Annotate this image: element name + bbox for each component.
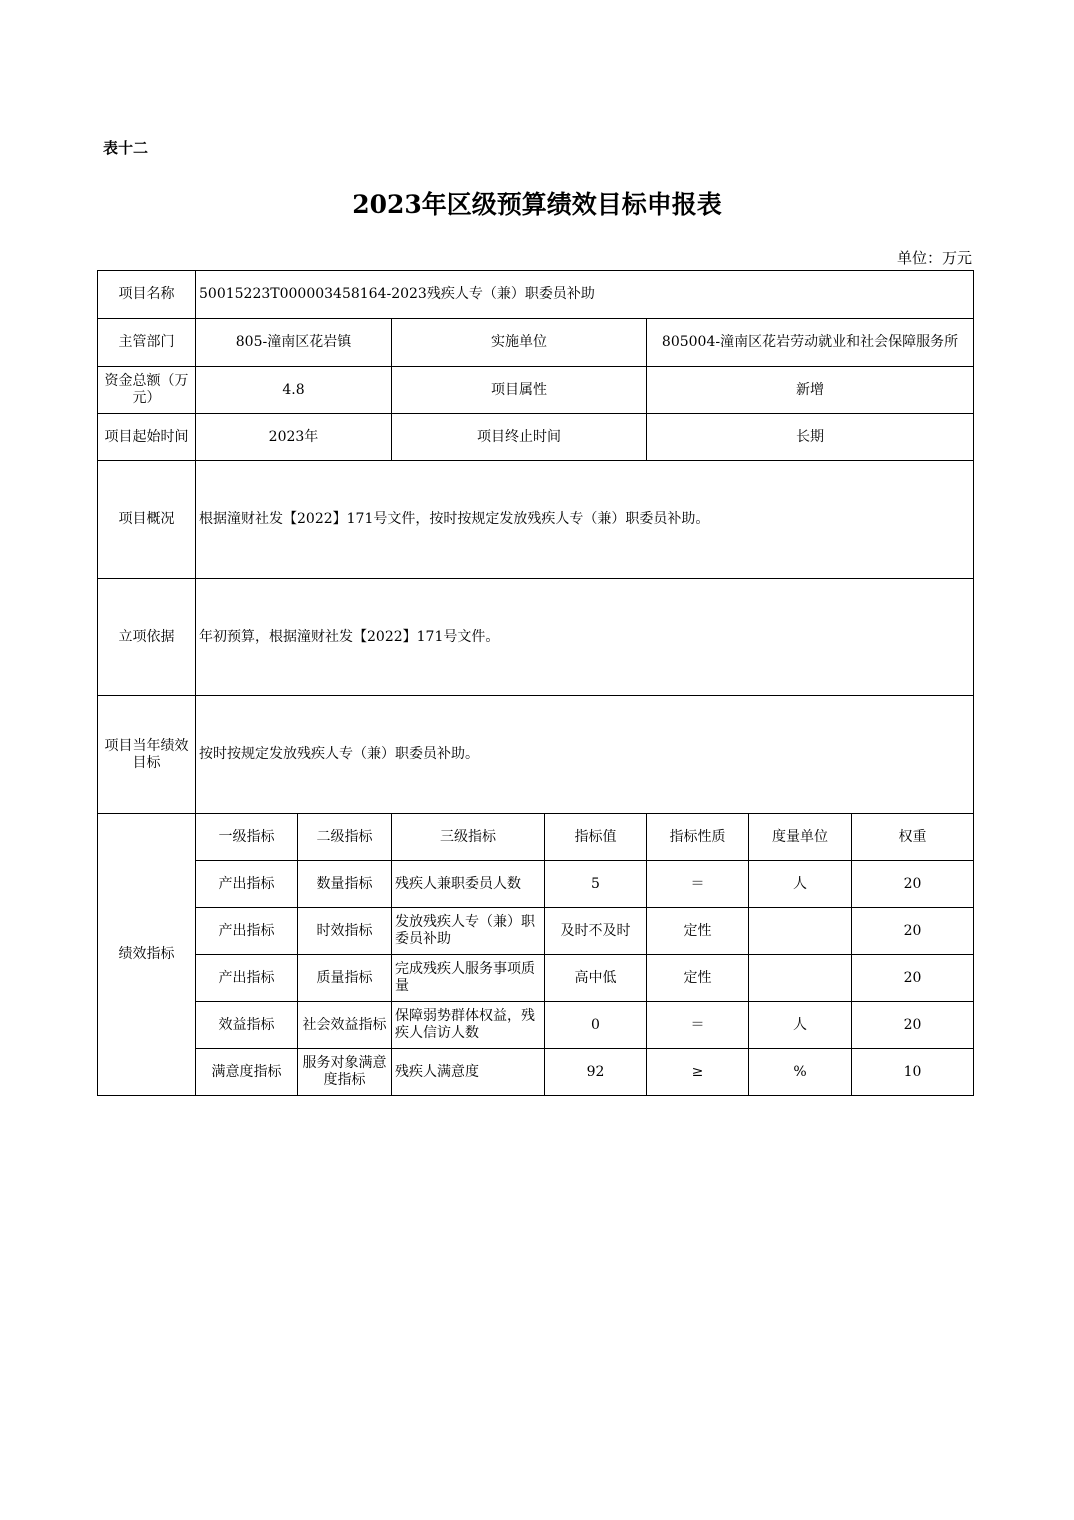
table-row <box>98 955 974 1002</box>
table-label: 表十二 <box>103 139 149 157</box>
annual-goal-label: 项目当年绩效目标 <box>98 696 196 814</box>
implementing-unit-label: 实施单位 <box>392 319 647 367</box>
basis-value: 年初预算，根据潼财社发【2022】171号文件。 <box>196 579 974 696</box>
document-title: 2023年区级预算绩效目标申报表 <box>352 190 722 219</box>
indicator-value: 0 <box>545 1002 647 1049</box>
indicator-unit: % <box>749 1049 852 1096</box>
indicator-value: 5 <box>545 861 647 908</box>
project-attribute-value: 新增 <box>647 367 974 414</box>
indicator-level1: 满意度指标 <box>196 1049 298 1096</box>
indicator-level3: 完成残疾人服务事项质量 <box>392 955 545 1002</box>
indicator-level1: 效益指标 <box>196 1002 298 1049</box>
indicator-unit: 人 <box>749 861 852 908</box>
indicator-unit: 人 <box>749 1002 852 1049</box>
indicator-nature: ＝ <box>647 1002 749 1049</box>
indicator-level1: 产出指标 <box>196 955 298 1002</box>
indicator-unit <box>749 908 852 955</box>
indicator-nature: ≥ <box>647 1049 749 1096</box>
indicator-level1: 产出指标 <box>196 908 298 955</box>
annual-goal-value: 按时按规定发放残疾人专（兼）职委员补助。 <box>196 696 974 814</box>
table-row <box>98 908 974 955</box>
indicators-section-label: 绩效指标 <box>98 814 196 1096</box>
end-time-label: 项目终止时间 <box>392 414 647 461</box>
header-level1: 一级指标 <box>196 814 298 861</box>
overview-value: 根据潼财社发【2022】171号文件，按时按规定发放残疾人专（兼）职委员补助。 <box>196 461 974 579</box>
indicator-weight: 20 <box>852 1002 974 1049</box>
start-time-value: 2023年 <box>196 414 392 461</box>
header-weight: 权重 <box>852 814 974 861</box>
project-name-value: 50015223T000003458164-2023残疾人专（兼）职委员补助 <box>196 271 974 319</box>
indicator-level3: 发放残疾人专（兼）职委员补助 <box>392 908 545 955</box>
header-level3: 三级指标 <box>392 814 545 861</box>
header-unit: 度量单位 <box>749 814 852 861</box>
end-time-value: 长期 <box>647 414 974 461</box>
header-nature: 指标性质 <box>647 814 749 861</box>
total-funds-value: 4.8 <box>196 367 392 414</box>
overview-label: 项目概况 <box>98 461 196 579</box>
indicator-level2: 时效指标 <box>298 908 392 955</box>
total-funds-label: 资金总额（万元） <box>98 367 196 414</box>
indicator-nature: 定性 <box>647 908 749 955</box>
indicator-value: 及时不及时 <box>545 908 647 955</box>
indicator-weight: 20 <box>852 861 974 908</box>
project-attribute-label: 项目属性 <box>392 367 647 414</box>
department-value: 805-潼南区花岩镇 <box>196 319 392 367</box>
department-label: 主管部门 <box>98 319 196 367</box>
indicator-level3: 残疾人兼职委员人数 <box>392 861 545 908</box>
indicator-level2: 数量指标 <box>298 861 392 908</box>
indicator-value: 92 <box>545 1049 647 1096</box>
indicator-nature: 定性 <box>647 955 749 1002</box>
indicator-level3: 残疾人满意度 <box>392 1049 545 1096</box>
table-row <box>98 1002 974 1049</box>
indicator-level2: 质量指标 <box>298 955 392 1002</box>
header-value: 指标值 <box>545 814 647 861</box>
indicator-weight: 10 <box>852 1049 974 1096</box>
indicator-level3: 保障弱势群体权益，残疾人信访人数 <box>392 1002 545 1049</box>
start-time-label: 项目起始时间 <box>98 414 196 461</box>
indicator-level2: 社会效益指标 <box>298 1002 392 1049</box>
indicator-unit <box>749 955 852 1002</box>
basis-label: 立项依据 <box>98 579 196 696</box>
indicator-weight: 20 <box>852 908 974 955</box>
indicator-value: 高中低 <box>545 955 647 1002</box>
performance-target-table <box>97 270 974 1096</box>
header-level2: 二级指标 <box>298 814 392 861</box>
table-row <box>98 1049 974 1096</box>
project-name-label: 项目名称 <box>98 271 196 319</box>
indicator-level1: 产出指标 <box>196 861 298 908</box>
indicator-weight: 20 <box>852 955 974 1002</box>
table-row <box>98 861 974 908</box>
indicator-level2: 服务对象满意度指标 <box>298 1049 392 1096</box>
indicator-nature: ＝ <box>647 861 749 908</box>
implementing-unit-value: 805004-潼南区花岩劳动就业和社会保障服务所 <box>647 319 974 367</box>
unit-label: 单位：万元 <box>896 249 972 267</box>
